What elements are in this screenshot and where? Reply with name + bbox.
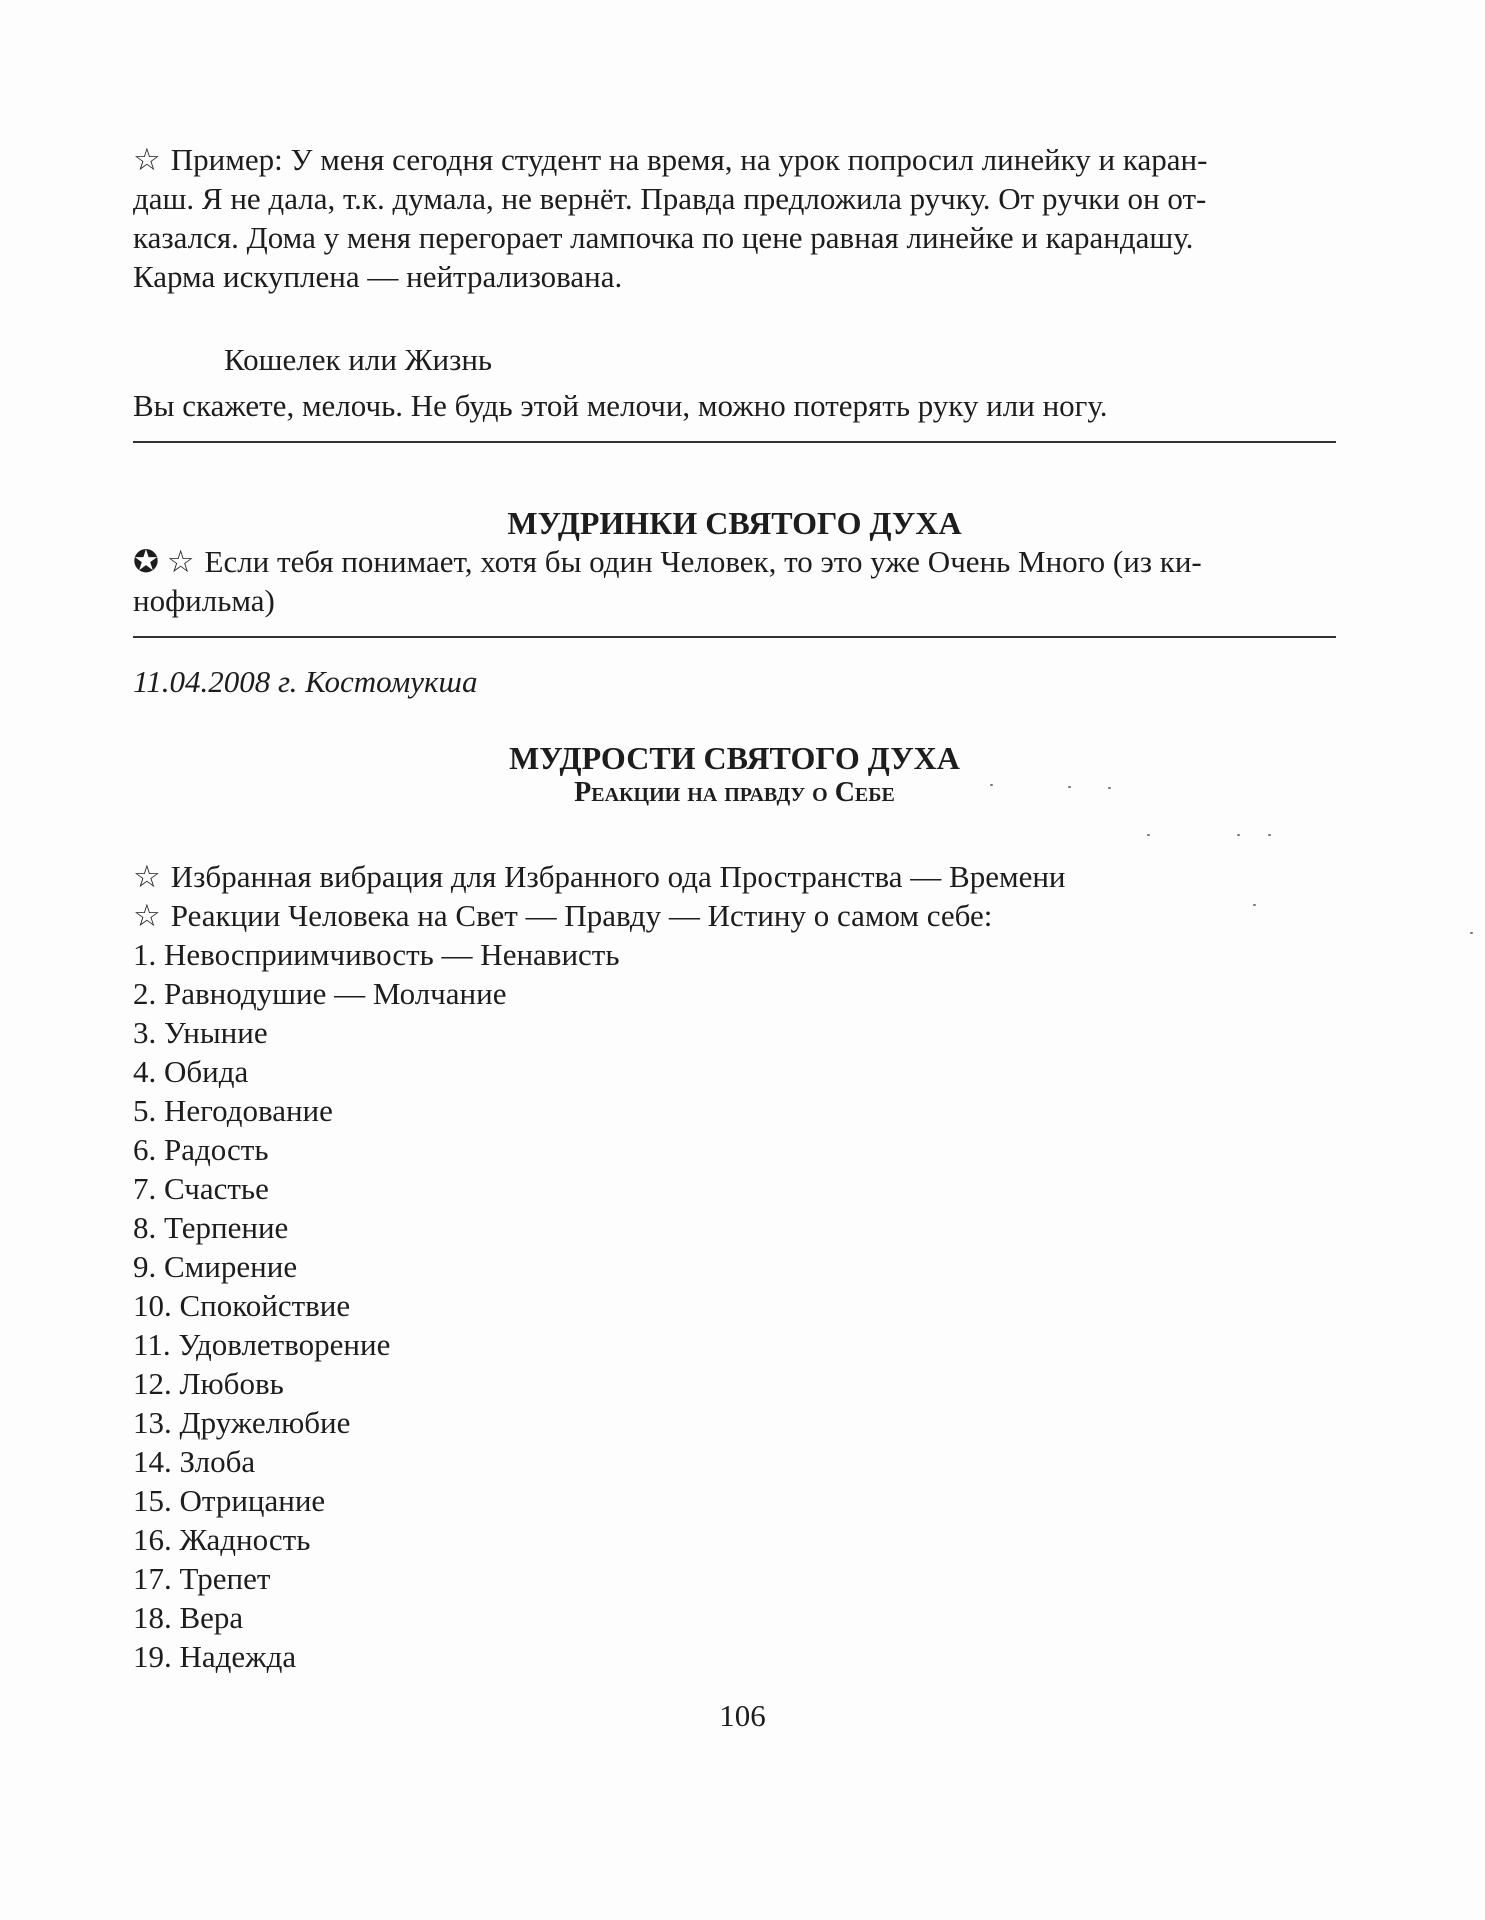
list-item: 18. Вера [133,1600,244,1635]
example-line-3: казался. Дома у меня перегорает лампочка по цене равная линейке и карандашу. [133,220,1194,255]
example-line-4: Карма искуплена — нейтрализована. [133,259,623,294]
page-number: 106 [719,1698,766,1733]
list-item: 11. Удовлетворение [133,1327,391,1362]
purse-text: Вы скажете, мелочь. Не будь этой мелочи, можно потерять руку или ногу. [133,388,1108,423]
scan-speck [1237,834,1240,836]
list-item: 6. Радость [133,1132,269,1167]
mudrinki-line-1: ✪ ☆ Если тебя понимает, хотя бы один Человек, то это уже Очень Много (из ки- [133,544,1202,579]
list-item: 4. Обида [133,1054,249,1089]
list-item: 14. Злоба [133,1444,256,1479]
scan-speck [1470,932,1473,934]
star-icon: ☆ [133,859,161,894]
scan-speck [1147,834,1150,836]
divider-2 [133,636,1336,638]
list-item: 5. Негодование [133,1093,333,1128]
list-item: 1. Невосприимчивость — Ненависть [133,937,620,972]
mudrosti-section [133,738,1336,808]
list-item: 7. Счастье [133,1171,269,1206]
star-circle-and-star-icons: ✪ ☆ [133,544,195,579]
star-icon: ☆ [133,142,161,177]
list-item: 12. Любовь [133,1366,284,1401]
scan-speck [990,784,993,786]
example-line-2: даш. Я не дала, т.к. думала, не вернёт. Правда предложила ручку. От ручки он от- [133,181,1207,216]
list-item: 15. Отрицание [133,1483,326,1518]
date-place: 11.04.2008 г. Костомукша [133,664,478,699]
mudrosti-heading: МУДРОСТИ СВЯТОГО ДУХА [509,740,960,776]
mudrosti-subheading: Реакции на правду о Себе [574,777,895,808]
list-item: 17. Трепет [133,1561,271,1596]
list-item: 8. Терпение [133,1210,289,1245]
star-icon: ☆ [133,898,161,933]
scan-speck [1253,904,1256,906]
list-item: 9. Смирение [133,1249,298,1284]
list-item: 13. Дружелюбие [133,1405,351,1440]
scan-speck [1108,787,1111,789]
scan-speck [1068,786,1071,788]
list-item: 3. Уныние [133,1015,268,1050]
reactions-list [133,935,1336,1676]
list-item: 10. Спокойствие [133,1288,351,1323]
reactions-intro-line: ☆ Реакции Человека на Свет — Правду — Истину о самом себе: [133,898,993,933]
mudrinki-line-2: нофильма) [133,583,275,618]
mudrinki-heading: МУДРИНКИ СВЯТОГО ДУХА [507,505,962,541]
example-line-1: ☆ Пример: У меня сегодня студент на время, на урок попросил линейку и каран- [133,142,1208,177]
list-item: 19. Надежда [133,1639,297,1674]
example-paragraph [133,140,1336,296]
purse-title: Кошелек или Жизнь [224,342,493,377]
reactions-block [133,857,1336,1676]
divider-1 [133,441,1336,443]
list-item: 2. Равнодушие — Молчание [133,976,507,1011]
chosen-vibration-line: ☆ Избранная вибрация для Избранного ода Пространства — Времени [133,859,1066,894]
mudrinki-section [133,503,1336,620]
list-item: 16. Жадность [133,1522,311,1557]
scan-speck [1268,834,1271,836]
